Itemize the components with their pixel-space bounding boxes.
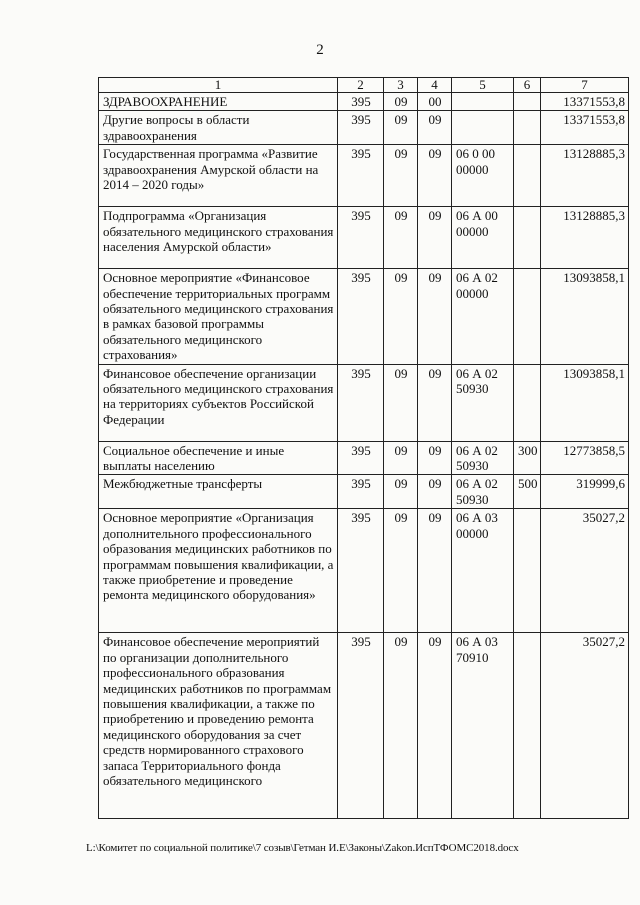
table-row <box>99 633 629 819</box>
expense-type-cell <box>514 145 541 207</box>
amount-cell: 13093858,1 <box>541 364 629 441</box>
row-name-cell: Государственная программа «Развитие здравоохранения Амурской области на 2014 – 2020 годы» <box>99 145 338 207</box>
column-header: 2 <box>338 78 384 93</box>
row-name-cell: Другие вопросы в области здравоохранения <box>99 111 338 145</box>
amount-cell: 13128885,3 <box>541 207 629 269</box>
amount-cell: 319999,6 <box>541 475 629 509</box>
section-cell: 09 <box>384 111 418 145</box>
table-header-row <box>99 78 629 93</box>
admin-code-cell: 395 <box>338 364 384 441</box>
admin-code-cell: 395 <box>338 633 384 819</box>
target-article-cell <box>452 93 514 111</box>
subsection-cell: 09 <box>418 509 452 633</box>
column-header: 4 <box>418 78 452 93</box>
target-article-cell: 06 А 02 00000 <box>452 269 514 364</box>
table-row <box>99 475 629 509</box>
section-cell: 09 <box>384 441 418 475</box>
amount-cell: 13371553,8 <box>541 93 629 111</box>
row-name-cell: Основное мероприятие «Организация дополнительного профессионального образования медицинских работников по программам повышения квалификации, а также приобретение и проведение ремонта медицинского оборудования» <box>99 509 338 633</box>
page-number: 2 <box>316 42 324 58</box>
target-article-cell: 06 А 03 70910 <box>452 633 514 819</box>
column-header: 5 <box>452 78 514 93</box>
admin-code-cell: 395 <box>338 207 384 269</box>
row-name-cell: Подпрограмма «Организация обязательного медицинского страхования населения Амурской области» <box>99 207 338 269</box>
expense-type-cell <box>514 509 541 633</box>
subsection-cell: 09 <box>418 633 452 819</box>
expense-type-cell: 300 <box>514 441 541 475</box>
amount-cell: 35027,2 <box>541 633 629 819</box>
section-cell: 09 <box>384 145 418 207</box>
row-name-cell: Финансовое обеспечение организации обязательного медицинского страхования на территориях субъектов Российской Федерации <box>99 364 338 441</box>
target-article-cell: 06 А 02 50930 <box>452 441 514 475</box>
target-article-cell: 06 А 00 00000 <box>452 207 514 269</box>
table-row <box>99 207 629 269</box>
section-cell: 09 <box>384 269 418 364</box>
expense-type-cell <box>514 93 541 111</box>
file-path-footer: L:\Комитет по социальной политике\7 созыв\Гетман И.Е\Законы\Zakon.ИспТФОМС2018.docx <box>86 842 519 854</box>
target-article-cell <box>452 111 514 145</box>
table-row <box>99 509 629 633</box>
column-header: 1 <box>99 78 338 93</box>
table-body <box>99 93 629 819</box>
amount-cell: 13371553,8 <box>541 111 629 145</box>
admin-code-cell: 395 <box>338 441 384 475</box>
table-row <box>99 111 629 145</box>
expense-type-cell <box>514 111 541 145</box>
section-cell: 09 <box>384 633 418 819</box>
target-article-cell: 06 А 03 00000 <box>452 509 514 633</box>
table-row <box>99 269 629 364</box>
admin-code-cell: 395 <box>338 93 384 111</box>
admin-code-cell: 395 <box>338 475 384 509</box>
section-cell: 09 <box>384 475 418 509</box>
admin-code-cell: 395 <box>338 509 384 633</box>
subsection-cell: 09 <box>418 145 452 207</box>
table-row <box>99 364 629 441</box>
subsection-cell: 09 <box>418 207 452 269</box>
section-cell: 09 <box>384 207 418 269</box>
admin-code-cell: 395 <box>338 145 384 207</box>
amount-cell: 12773858,5 <box>541 441 629 475</box>
table-row <box>99 441 629 475</box>
expense-type-cell <box>514 269 541 364</box>
expense-type-cell: 500 <box>514 475 541 509</box>
row-name-cell: Социальное обеспечение и иные выплаты населению <box>99 441 338 475</box>
column-header: 6 <box>514 78 541 93</box>
table-row <box>99 93 629 111</box>
amount-cell: 13128885,3 <box>541 145 629 207</box>
target-article-cell: 06 0 00 00000 <box>452 145 514 207</box>
target-article-cell: 06 А 02 50930 <box>452 475 514 509</box>
target-article-cell: 06 А 02 50930 <box>452 364 514 441</box>
row-name-cell: ЗДРАВООХРАНЕНИЕ <box>99 93 338 111</box>
row-name-cell: Межбюджетные трансферты <box>99 475 338 509</box>
column-header: 3 <box>384 78 418 93</box>
subsection-cell: 00 <box>418 93 452 111</box>
amount-cell: 35027,2 <box>541 509 629 633</box>
admin-code-cell: 395 <box>338 111 384 145</box>
table-row <box>99 145 629 207</box>
column-header: 7 <box>541 78 629 93</box>
row-name-cell: Основное мероприятие «Финансовое обеспечение территориальных программ обязательного медицинского страхования в рамках базовой программы обязательного медицинского страхования» <box>99 269 338 364</box>
budget-table <box>98 77 629 819</box>
expense-type-cell <box>514 633 541 819</box>
subsection-cell: 09 <box>418 364 452 441</box>
section-cell: 09 <box>384 364 418 441</box>
section-cell: 09 <box>384 93 418 111</box>
subsection-cell: 09 <box>418 269 452 364</box>
amount-cell: 13093858,1 <box>541 269 629 364</box>
subsection-cell: 09 <box>418 475 452 509</box>
subsection-cell: 09 <box>418 441 452 475</box>
subsection-cell: 09 <box>418 111 452 145</box>
section-cell: 09 <box>384 509 418 633</box>
expense-type-cell <box>514 207 541 269</box>
row-name-cell: Финансовое обеспечение мероприятий по организации дополнительного профессионального образования медицинских работников по программам повышения квалификации, а также по приобретению и проведению ремонта медицинского оборудования за счет средств нормированного страхового запаса Территориального фонда обязательного медицинского <box>99 633 338 819</box>
admin-code-cell: 395 <box>338 269 384 364</box>
expense-type-cell <box>514 364 541 441</box>
